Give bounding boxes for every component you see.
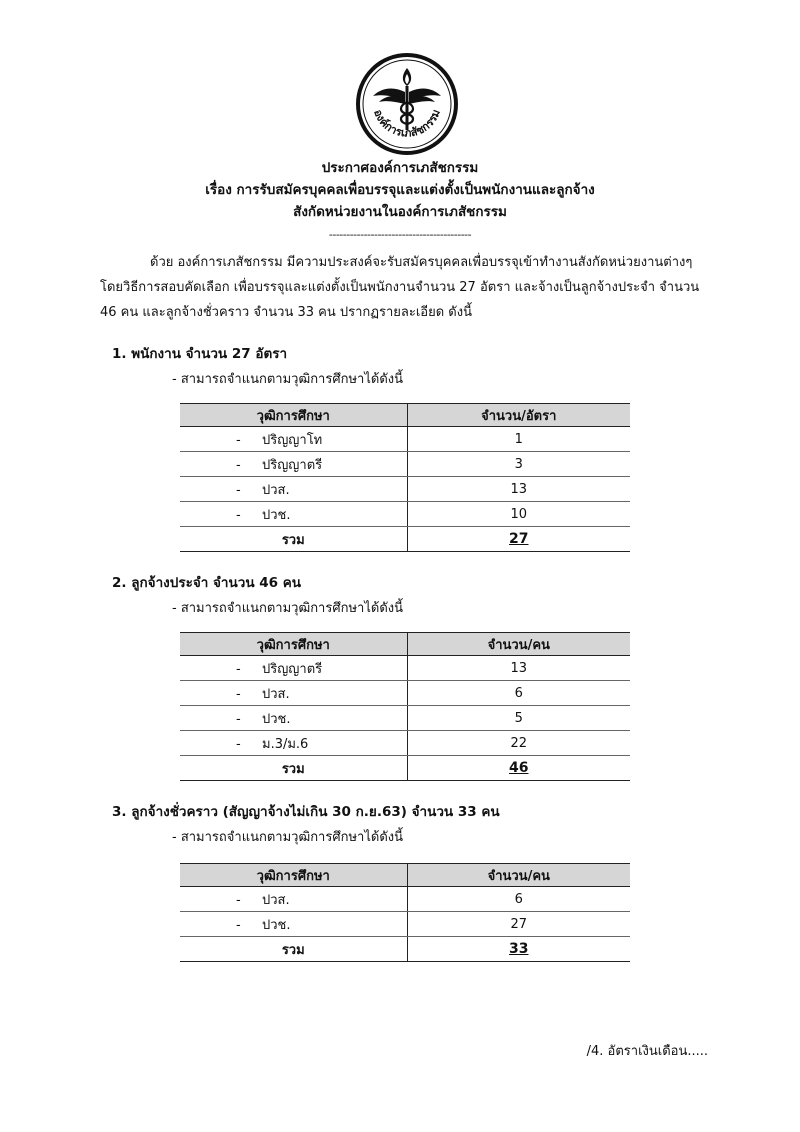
column-header-count: จำนวน/คน xyxy=(407,864,630,887)
row-dash: - xyxy=(236,482,241,498)
total-label: รวม xyxy=(180,527,407,552)
row-value: 27 xyxy=(407,912,630,937)
row-label: ปวช. xyxy=(262,711,291,727)
table-header-row xyxy=(180,404,630,427)
table-row xyxy=(180,887,630,912)
column-header-education: วุฒิการศึกษา xyxy=(180,404,407,427)
section-2-title: 2. ลูกจ้างประจำ จำนวน 46 คน xyxy=(112,575,301,591)
row-dash: - xyxy=(236,711,241,727)
column-header-count: จำนวน/อัตรา xyxy=(407,404,630,427)
table-row xyxy=(180,731,630,756)
header-divider: ----------------------------------------- xyxy=(328,228,472,241)
row-dash: - xyxy=(236,457,241,473)
row-label: ปวช. xyxy=(262,507,291,523)
total-value: 27 xyxy=(509,531,529,547)
total-label: รวม xyxy=(180,756,407,781)
column-header-education: วุฒิการศึกษา xyxy=(180,864,407,887)
announcement-affiliation: สังกัดหน่วยงานในองค์การเภสัชกรรม xyxy=(293,204,507,220)
table-total-row xyxy=(180,756,630,781)
section-3-title: 3. ลูกจ้างชั่วคราว (สัญญาจ้างไม่เกิน 30 ก.ย.63) จำนวน 33 คน xyxy=(112,804,500,820)
table-row xyxy=(180,452,630,477)
education-table-employees xyxy=(180,403,630,552)
table-row xyxy=(180,681,630,706)
table-header-row xyxy=(180,864,630,887)
table-total-row xyxy=(180,527,630,552)
row-dash: - xyxy=(236,432,241,448)
section-3-subtitle: - สามารถจำแนกตามวุฒิการศึกษาได้ดังนี้ xyxy=(172,830,403,845)
row-value: 13 xyxy=(407,477,630,502)
table-row xyxy=(180,912,630,937)
total-value: 46 xyxy=(509,760,529,776)
section-2-subtitle: - สามารถจำแนกตามวุฒิการศึกษาได้ดังนี้ xyxy=(172,601,403,616)
table-row xyxy=(180,706,630,731)
row-label: ปวช. xyxy=(262,917,291,933)
intro-line-2: โดยวิธีการสอบคัดเลือก เพื่อบรรจุและแต่งตั้งเป็นพนักงานจำนวน 27 อัตรา และจ้างเป็นลูกจ้างประจำ จำนวน xyxy=(100,280,700,295)
row-dash: - xyxy=(236,892,241,908)
row-label: ปวส. xyxy=(262,482,290,498)
logo-text: องค์การเภสัชกรรม xyxy=(371,107,443,140)
total-label: รวม xyxy=(180,937,407,962)
row-dash: - xyxy=(236,917,241,933)
table-total-row xyxy=(180,937,630,962)
row-dash: - xyxy=(236,736,241,752)
intro-line-1: ด้วย องค์การเภสัชกรรม มีความประสงค์จะรับสมัครบุคคลเพื่อบรรจุเข้าทำงานสังกัดหน่วยงานต่างๆ xyxy=(150,255,693,270)
total-value: 33 xyxy=(509,941,529,957)
row-label: ม.3/ม.6 xyxy=(262,736,309,752)
education-table-permanent-staff xyxy=(180,632,630,781)
table-row xyxy=(180,477,630,502)
row-label: ปวส. xyxy=(262,892,290,908)
row-dash: - xyxy=(236,686,241,702)
intro-line-3: 46 คน และลูกจ้างชั่วคราว จำนวน 33 คน ปรากฏรายละเอียด ดังนี้ xyxy=(100,305,472,320)
education-table-temporary-staff xyxy=(180,863,630,962)
table-row xyxy=(180,502,630,527)
gpo-seal-logo-icon xyxy=(355,52,459,156)
row-value: 3 xyxy=(407,452,630,477)
table-row xyxy=(180,656,630,681)
row-dash: - xyxy=(236,661,241,677)
row-value: 6 xyxy=(407,887,630,912)
column-header-count: จำนวน/คน xyxy=(407,633,630,656)
column-header-education: วุฒิการศึกษา xyxy=(180,633,407,656)
announcement-title: ประกาศองค์การเภสัชกรรม xyxy=(321,160,479,176)
row-value: 22 xyxy=(407,731,630,756)
row-label: ปริญญาตรี xyxy=(262,457,323,473)
table-header-row xyxy=(180,633,630,656)
table-row xyxy=(180,427,630,452)
row-value: 1 xyxy=(407,427,630,452)
row-label: ปวส. xyxy=(262,686,290,702)
row-value: 13 xyxy=(407,656,630,681)
row-value: 6 xyxy=(407,681,630,706)
row-value: 10 xyxy=(407,502,630,527)
row-dash: - xyxy=(236,507,241,523)
row-label: ปริญญาตรี xyxy=(262,661,323,677)
continuation-note: /4. อัตราเงินเดือน..... xyxy=(586,1044,708,1059)
row-value: 5 xyxy=(407,706,630,731)
section-1-subtitle: - สามารถจำแนกตามวุฒิการศึกษาได้ดังนี้ xyxy=(172,372,403,387)
row-label: ปริญญาโท xyxy=(262,432,323,448)
announcement-subject: เรื่อง การรับสมัครบุคคลเพื่อบรรจุและแต่งตั้งเป็นพนักงานและลูกจ้าง xyxy=(205,182,595,198)
section-1-title: 1. พนักงาน จำนวน 27 อัตรา xyxy=(112,346,288,362)
